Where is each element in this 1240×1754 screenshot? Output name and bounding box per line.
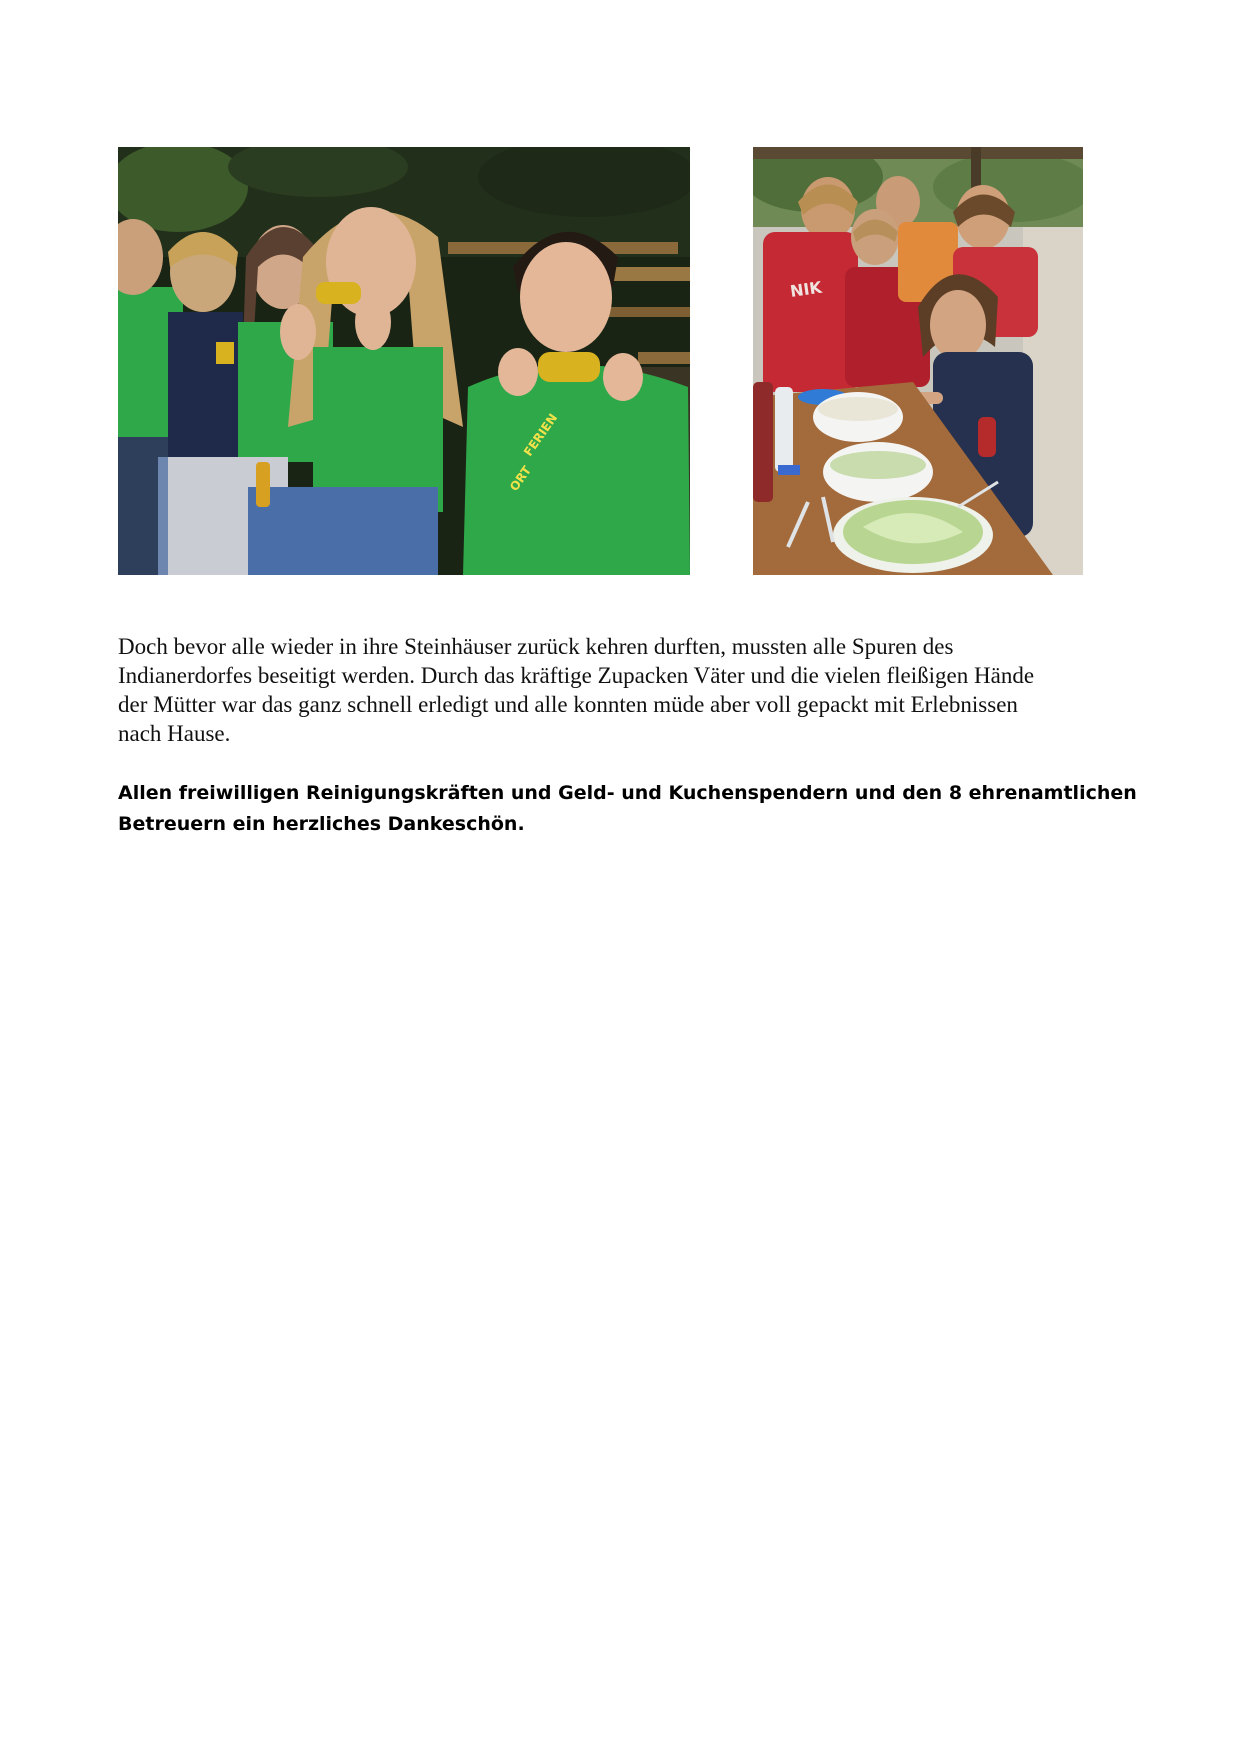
thanks-note-line: Betreuern ein herzliches Dankeschön. [118,813,525,835]
body-paragraph-line: Indianerdorfes beseitigt werden. Durch das kräftige Zupacken Väter und die vielen fleißigen Hände [118,663,1035,688]
children-preparing-salad-image [753,147,1083,575]
photo-children-eating-corn [118,147,690,575]
body-paragraph-line: der Mütter war das ganz schnell erledigt und alle konnten müde aber voll gepackt mit Erlebnissen [118,692,1018,717]
svg-text:NIK: NIK [788,277,823,301]
shirt-print-ort: ORT [506,463,534,494]
body-paragraph-line: Doch bevor alle wieder in ihre Steinhäuser zurück kehren durften, mussten alle Spuren des [118,634,954,659]
body-paragraph [118,632,1128,748]
photo-children-preparing-salad [753,147,1083,575]
body-paragraph-line: nach Hause. [118,721,231,746]
children-eating-corn-image [118,147,690,575]
thanks-note-line: Allen freiwilligen Reinigungskräften und Geld- und Kuchenspendern und den 8 ehrenamtlichen [118,782,1137,804]
thanks-note [118,778,1137,840]
shirt-print-ferien: FERIEN [520,411,561,459]
